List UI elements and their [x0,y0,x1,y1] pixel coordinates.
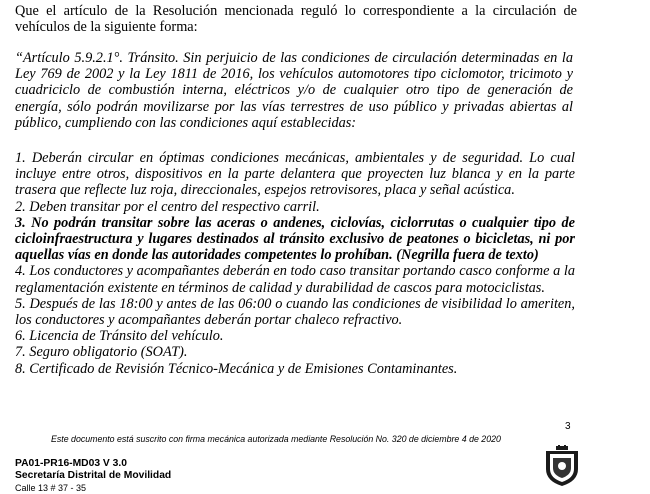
footer-block [15,458,171,494]
signature-footnote: Este documento está suscrito con firma mecánica autorizada mediante Resolución No. 320 de diciembre 4 de 2020 [51,434,501,444]
list-item: 8. Certificado de Revisión Técnico-Mecánica y de Emisiones Contaminantes. [15,360,458,377]
list-item: 4. Los conductores y acompañantes deberán en todo caso transitar portando casco conforme a la reglamentación existente en términos de calidad y durabilidad de cascos para motociclistas. [15,263,575,296]
quoted-article [15,50,573,131]
list-item-bold: 3. No podrán transitar sobre las aceras o andenes, ciclovías, ciclorrutas o cualquier tipo de cicloinfraestructura y lugares destinados al tránsito exclusivo de peatones o bicicletas, ni por aquellas vías en donde las autoridades competentes lo prohíban. (Negrilla fuera de texto) [15,214,575,264]
document-code: PA01-PR16-MD03 V 3.0 [15,458,127,469]
list-item: 2. Deben transitar por el centro del respectivo carril. [15,198,320,215]
article-text: “Artículo 5.9.2.1°. Tránsito. Sin perjuicio de las condiciones de circulación determinadas en la Ley 769 de 2002 y la Ley 1811 de 2016, los vehículos automotores tipo ciclomotor, tricimoto y cuadriciclo de combustión interna, eléctricos y/o de cualquier otro tipo de generación de energía, sólo podrán movilizarse por las vías terrestres de uso público y privadas abiertas al público, cumpliendo con las condiciones aquí establecidas: [15,50,573,131]
list-item: 6. Licencia de Tránsito del vehículo. [15,328,224,345]
organization-name: Secretaría Distrital de Movilidad [15,470,172,481]
list-item: 7. Seguro obligatorio (SOAT). [15,344,188,361]
list-item: 5. Después de las 18:00 y antes de las 06:00 o cuando las condiciones de visibilidad lo ameriten, los conductores y acompañantes deberán portar chaleco refractivo. [15,295,575,329]
address-line: Calle 13 # 37 - 35 [15,483,87,493]
intro-paragraph [15,3,577,35]
conditions-list [15,150,575,377]
bogota-seal-icon [542,445,582,487]
intro-text: Que el artículo de la Resolución mencionada reguló lo correspondiente a la circulación de vehículos de la siguiente forma: [15,3,577,35]
page-number: 3 [565,421,571,432]
list-item: 1. Deberán circular en óptimas condiciones mecánicas, ambientales y de seguridad. Lo cual incluye entre otros, dispositivos en la parte delantera que proyecten luz blanca y en la parte trasera que reflecte luz roja, direccionales, espejos retrovisores, placa y señal acústica. [15,150,575,199]
